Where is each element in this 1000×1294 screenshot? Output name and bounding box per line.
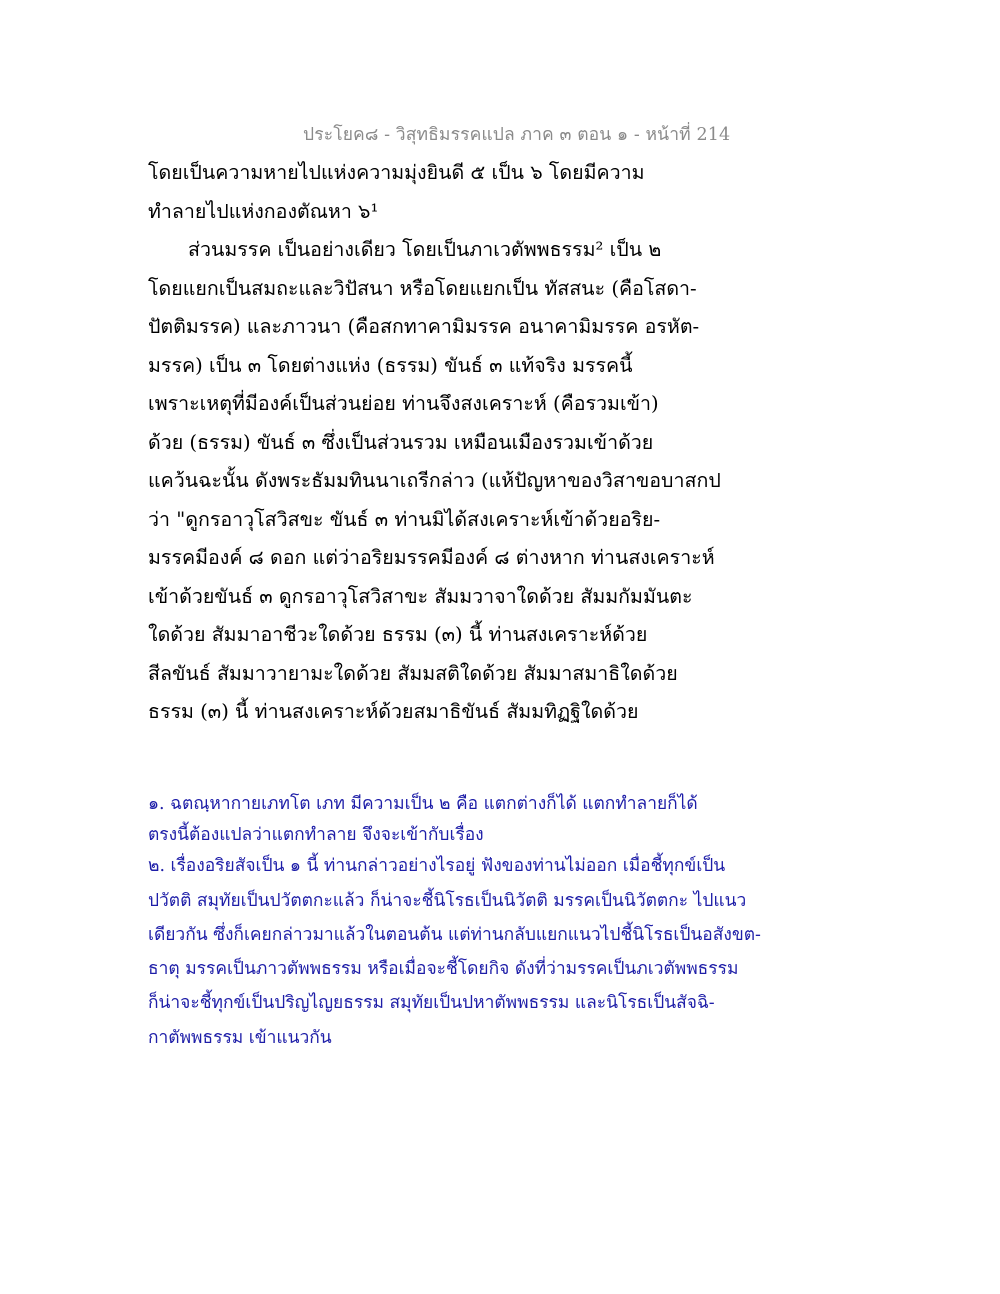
footnote-line: ตรงนี้ต้องแปลว่าแตกทำลาย จึงจะเข้ากับเรื่อง xyxy=(148,825,484,846)
body-line: โดยเป็นความหายไปแห่งความมุ่งยินดี ๕ เป็น ๖ โดยมีความ xyxy=(148,161,645,184)
footnote-line: กาตัพพธรรม เข้าแนวกัน xyxy=(148,1027,332,1048)
body-line: สีลขันธ์ สัมมาวายามะใดด้วย สัมมสติใดด้วย สัมมาสมาธิใดด้วย xyxy=(148,661,678,685)
footnotes xyxy=(148,787,788,1055)
footnote-line: ธาตุ มรรคเป็นภาวตัพพธรรม หรือเมื่อจะชี้โดยกิจ ดังที่ว่ามรรคเป็นภเวตัพพธรรม xyxy=(148,959,739,980)
running-header: ประโยค๘ - วิสุทธิมรรคแปล ภาค ๓ ตอน ๑ - หน้าที่ 214 xyxy=(303,125,731,145)
body-line: ทำลายไปแห่งกองตัณหา ๖¹ xyxy=(148,199,379,223)
body-line: มรรค) เป็น ๓ โดยต่างแห่ง (ธรรม) ขันธ์ ๓ แท้จริง มรรคนี้ xyxy=(148,353,633,377)
body-line: ด้วย (ธรรม) ขันธ์ ๓ ซึ่งเป็นส่วนรวม เหมือนเมืองรวมเข้าด้วย xyxy=(148,430,654,454)
body-line: ธรรม (๓) นี้ ท่านสงเคราะห์ด้วยสมาธิขันธ์ สัมมทิฏฐิใดด้วย xyxy=(148,700,639,723)
footnote-line: ก็น่าจะชี้ทุกข์เป็นปริญไญยธรรม สมุทัยเป็นปหาตัพพธรรม และนิโรธเป็นสัจฉิ- xyxy=(148,993,715,1014)
body-line: มรรคมีองค์ ๘ ดอก แต่ว่าอริยมรรคมีองค์ ๘ ต่างหาก ท่านสงเคราะห์ xyxy=(148,546,715,569)
body-line: ว่า "ดูกรอาวุโสวิสขะ ขันธ์ ๓ ท่านมิได้สงเคราะห์เข้าด้วยอริย- xyxy=(148,507,661,531)
main-text xyxy=(148,154,748,732)
body-line: โดยแยกเป็นสมถะและวิปัสนา หรือโดยแยกเป็น ทัสสนะ (คือโสดา- xyxy=(148,276,697,300)
body-line: ใดด้วย สัมมาอาชีวะใดด้วย ธรรม (๓) นี้ ท่านสงเคราะห์ด้วย xyxy=(148,623,648,646)
body-line: เข้าด้วยขันธ์ ๓ ดูกรอาวุโสวิสาขะ สัมมวาจาใดด้วย สัมมกัมมันตะ xyxy=(148,584,693,608)
footnote-line: ๒. เรื่องอริยสัจเป็น ๑ นี้ ท่านกล่าวอย่างไรอยู่ ฟังของท่านไม่ออก เมื่อชี้ทุกข์เป็น xyxy=(148,856,726,877)
body-line: ส่วนมรรค เป็นอย่างเดียว โดยเป็นภาเวตัพพธรรม² เป็น ๒ xyxy=(188,238,662,261)
footnote-line: เดียวกัน ซึ่งก็เคยกล่าวมาแล้วในตอนต้น แต่ท่านกลับแยกแนวไปชี้นิโรธเป็นอสังขต- xyxy=(148,924,761,945)
footnote-line: ๑. ฉตณฺหากายเภทโต เภท มีความเป็น ๒ คือ แตกต่างก็ได้ แตกทำลายก็ได้ xyxy=(148,794,698,814)
footnote-line: ปวัตติ สมุทัยเป็นปวัตตกะแล้ว ก็น่าจะชี้นิโรธเป็นนิวัตติ มรรคเป็นนิวัตตกะ ไปแนว xyxy=(148,890,747,911)
body-line: เพราะเหตุที่มีองค์เป็นส่วนย่อย ท่านจึงสงเคราะห์ (คือรวมเข้า) xyxy=(148,392,659,415)
body-line: ปัตติมรรค) และภาวนา (คือสกทาคามิมรรค อนาคามิมรรค อรหัต- xyxy=(148,315,700,338)
body-line: แคว้นฉะนั้น ดังพระธัมมทินนาเถรีกล่าว (แห้ปัญหาของวิสาขอบาสกป xyxy=(148,469,721,492)
